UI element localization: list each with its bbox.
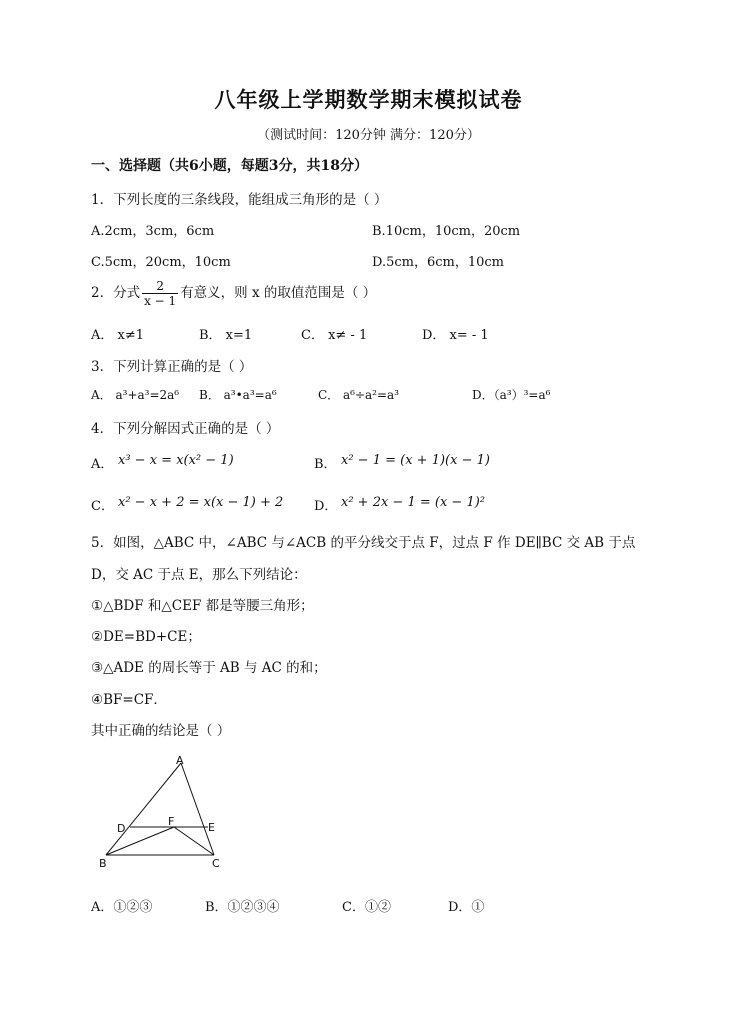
section-heading: 一、选择题（共6小题，每题3分，共18分）	[91, 158, 368, 174]
question-3-option-d: D．（a³）³=a⁶	[472, 388, 551, 402]
question-2-fraction	[142, 279, 178, 308]
question-4-option-c-label: C．	[91, 499, 114, 514]
question-2-prefix: 2．分式	[91, 285, 141, 301]
question-1-option-c: C.5cm，20cm，10cm	[91, 255, 231, 270]
label-c: C	[212, 857, 220, 870]
triangle-figure	[90, 748, 240, 873]
question-1-stem: 1．下列长度的三条线段，能组成三角形的是（ ）	[91, 192, 388, 208]
page-subtitle: （测试时间：120分钟 满分：120分）	[257, 128, 480, 143]
question-5-ask: 其中正确的结论是（ ）	[91, 723, 231, 739]
question-2-option-a: A． x≠1	[91, 328, 145, 343]
label-e: E	[208, 821, 215, 834]
label-d: D	[117, 822, 126, 835]
label-f: F	[168, 815, 175, 828]
question-5-statement-1: ①△BDF 和△CEF 都是等腰三角形；	[91, 598, 314, 614]
question-5-stem-line2: D，交 AC 于点 E，那么下列结论：	[91, 567, 307, 583]
question-5-option-c: C．①②	[342, 900, 391, 915]
question-2-option-b: B． x=1	[199, 328, 253, 343]
segment-ac	[181, 763, 214, 855]
question-4-option-b: x² − 1 = (x + 1)(x − 1)	[341, 453, 490, 468]
question-4-option-b-label: B．	[314, 457, 337, 472]
fraction-numerator: 2	[156, 279, 164, 293]
page-title: 八年级上学期数学期末模拟试卷	[214, 87, 523, 112]
question-5-statement-3: ③△ADE 的周长等于 AB 与 AC 的和；	[91, 660, 327, 676]
question-4-option-d: x² + 2x − 1 = (x − 1)²	[341, 495, 486, 510]
question-3-stem: 3．下列计算正确的是（ ）	[91, 359, 253, 375]
label-a: A	[176, 754, 184, 767]
fraction-denominator: x − 1	[144, 294, 177, 308]
question-3-option-a: A． a³+a³=2a⁶	[91, 388, 180, 402]
question-3-option-c: C． a⁶÷a²=a³	[318, 388, 400, 402]
question-2-suffix: 有意义，则 x 的取值范围是（ ）	[180, 285, 377, 301]
question-4-stem: 4．下列分解因式正确的是（ ）	[91, 421, 280, 437]
question-5-option-d: D．①	[448, 900, 485, 915]
question-5-statement-4: ④BF=CF．	[91, 692, 167, 708]
question-1-option-a: A.2cm，3cm，6cm	[91, 224, 215, 239]
segment-ab	[106, 763, 181, 855]
question-4-option-a: x³ − x = x(x² − 1)	[118, 453, 234, 468]
question-5-statement-2: ②DE=BD+CE；	[91, 629, 201, 645]
question-4-option-a-label: A．	[91, 457, 114, 472]
question-5-stem-line1: 5．如图，△ABC 中，∠ABC 与∠ACB 的平分线交于点 F，过点 F 作 DE∥BC 交 AB 于点	[91, 535, 636, 551]
label-b: B	[99, 857, 107, 870]
question-5-option-a: A．①②③	[91, 900, 153, 915]
question-2-option-d: D． x= - 1	[422, 328, 489, 343]
question-3-option-b: B． a³•a³=a⁶	[199, 388, 277, 402]
question-1-option-b: B.10cm，10cm，20cm	[372, 224, 521, 239]
question-2-option-c: C． x≠ - 1	[301, 328, 368, 343]
question-2-stem	[91, 279, 376, 308]
question-4-option-c: x² − x + 2 = x(x − 1) + 2	[118, 495, 284, 510]
question-1-option-d: D.5cm，6cm，10cm	[372, 255, 504, 270]
question-5-option-b: B．①②③④	[205, 900, 280, 915]
question-4-option-d-label: D．	[314, 499, 338, 514]
